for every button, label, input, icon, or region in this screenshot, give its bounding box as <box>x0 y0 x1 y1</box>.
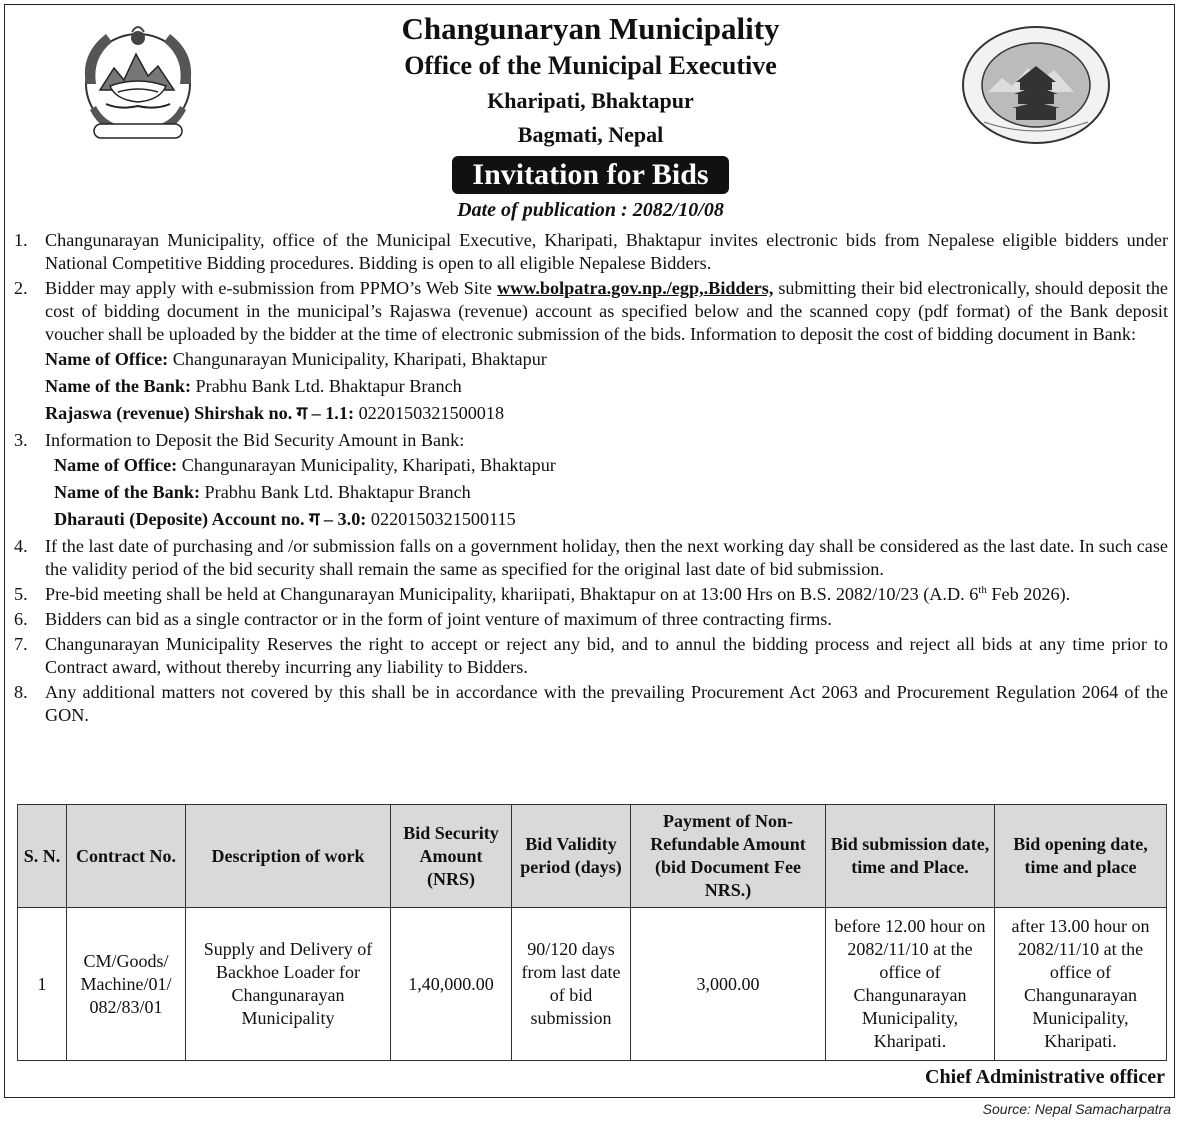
col-opening: Bid opening date, time and place <box>995 805 1167 908</box>
cell-opening: after 13.00 hour on 2082/11/10 at the office of Changunarayan Municipality, Kharipati. <box>995 908 1167 1061</box>
col-contract: Contract No. <box>67 805 186 908</box>
col-validity: Bid Validity period (days) <box>512 805 631 908</box>
cell-security: 1,40,000.00 <box>391 908 512 1061</box>
cell-validity: 90/120 days from last date of bid submission <box>512 908 631 1061</box>
signature: Chief Administrative officer <box>925 1066 1165 1088</box>
col-fee: Payment of Non-Refundable Amount (bid Document Fee NRS.) <box>631 805 826 908</box>
revenue-bank: Name of the Bank: Prabhu Bank Ltd. Bhaktapur Branch <box>45 376 462 396</box>
list-item: 7. Changunarayan Municipality Reserves the right to accept or reject any bid, and to annul the bidding process and reject all bids at any time prior to Contract award, without thereby incurring any liability to Bidders. <box>14 634 1168 677</box>
security-bank: Name of the Bank: Prabhu Bank Ltd. Bhaktapur Branch <box>54 482 471 502</box>
publication-date: Date of publication : 2082/10/08 <box>457 199 724 221</box>
municipality-name: Changunaryan Municipality <box>401 11 780 46</box>
source-credit: Source: Nepal Samacharpatra <box>982 1101 1171 1117</box>
cell-description: Supply and Delivery of Backhoe Loader for Changunarayan Municipality <box>186 908 391 1061</box>
notice-body <box>14 229 1168 729</box>
address-line-1: Kharipati, Bhaktapur <box>487 88 694 113</box>
revenue-account-no: Rajaswa (revenue) Shirshak no. ग – 1.1: 0220150321500018 <box>45 403 505 423</box>
col-security: Bid Security Amount (NRS) <box>391 805 512 908</box>
bids-table <box>17 804 1167 1061</box>
col-sn: S. N. <box>18 805 67 908</box>
security-account-no: Dharauti (Deposite) Account no. ग – 3.0: 0220150321500115 <box>54 509 516 529</box>
table-header-row <box>18 805 1167 908</box>
list-item: 4. If the last date of purchasing and /or submission falls on a government holiday, then the next working day shall be considered as the last date. In such case the validity period of the bid security shall remain the same as specified for the original last date of bid submission. <box>14 536 1168 579</box>
cell-contract: CM/Goods/ Machine/01/ 082/83/01 <box>67 908 186 1061</box>
list-item: 3. Information to Deposit the Bid Security Amount in Bank: Name of Office: Changunarayan Municipality, Kharipati, Bhaktapur Name of the Bank: Prabhu Bank Ltd. Bhaktapur Branch Dharauti (Deposite) Account no. ग – 3.0: 0220150321500115 <box>14 429 1168 533</box>
list-item: 1. Changunarayan Municipality, office of the Municipal Executive, Kharipati, Bhaktapur invites electronic bids from Nepalese eligible bidders under National Competitive Bidding procedures. Bidding is open to all eligible Nepalese Bidders. <box>14 230 1168 273</box>
office-name: Office of the Municipal Executive <box>404 51 777 80</box>
security-office: Name of Office: Changunarayan Municipality, Kharipati, Bhaktapur <box>54 455 556 475</box>
notice-header <box>0 8 1181 224</box>
notice-banner: Invitation for Bids <box>452 156 728 194</box>
bolpatra-link[interactable]: www.bolpatra.gov.np./egp,.Bidders, <box>496 278 774 298</box>
cell-fee: 3,000.00 <box>631 908 826 1061</box>
revenue-office: Name of Office: Changunarayan Municipality, Kharipati, Bhaktapur <box>45 349 547 369</box>
list-item: 8. Any additional matters not covered by this shall be in accordance with the prevailing Procurement Act 2063 and Procurement Regulation 2064 of the GON. <box>14 682 1168 725</box>
list-item: 6. Bidders can bid as a single contractor or in the form of joint venture of maximum of three contracting firms. <box>14 609 832 629</box>
list-item: 2. Bidder may apply with e-submission from PPMO’s Web Site www.bolpatra.gov.np./egp,.Bidders, submitting their bid electronically, should deposit the cost of bidding document in the municipal’s Rajaswa (revenue) account as specified below and the scanned copy (pdf format) of the Bank deposit voucher shall be uploaded by the bidder at the time of electronic submission of the bids. Information to deposit the cost of bidding document in Bank: Name of Office: Changunarayan Municipality, Kharipati, Bhaktapur Name of the Bank: Prabhu Bank Ltd. Bhaktapur Branch Rajaswa (revenue) Shirshak no. ग – 1.1: 0220150321500018 <box>14 277 1168 427</box>
cell-submission: before 12.00 hour on 2082/11/10 at the office of Changunarayan Municipality, Kharipati. <box>826 908 995 1061</box>
list-item: 5. Pre-bid meeting shall be held at Changunarayan Municipality, khariipati, Bhaktapur on at 13:00 Hrs on B.S. 2082/10/23 (A.D. 6th Feb 2026). <box>14 583 1071 604</box>
address-line-2: Bagmati, Nepal <box>517 122 664 147</box>
col-description: Description of work <box>186 805 391 908</box>
col-submission: Bid submission date, time and Place. <box>826 805 995 908</box>
cell-sn: 1 <box>18 908 67 1061</box>
table-row <box>18 908 1167 1061</box>
